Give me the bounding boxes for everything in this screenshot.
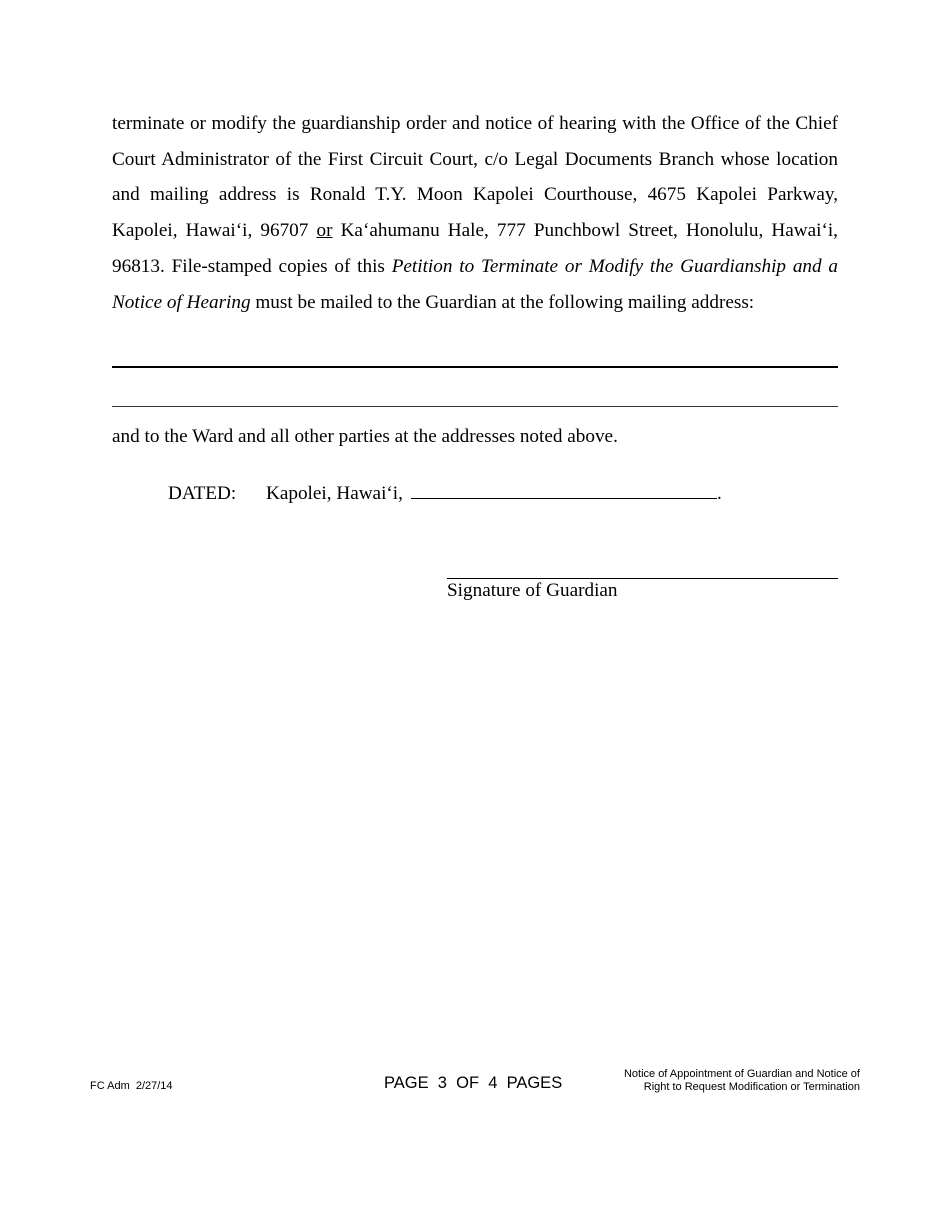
address-line-2[interactable]	[112, 406, 838, 407]
page-number: PAGE 3 OF 4 PAGES	[384, 1074, 563, 1092]
body-text-part-2: Ka‘ahumanu Hale, 777 Punchbowl Street, Honolulu, Hawai‘i, 96813. File-stamped copies of this	[112, 220, 838, 277]
ward-parties-line: and to the Ward and all other parties at the addresses noted above.	[112, 426, 618, 447]
body-text-part-1: terminate or modify the guardianship order and notice of hearing with the Office of the Chief Court Administrator of the First Circuit Court, c/o Legal Documents Branch whose location and mailing address is Ronald T.Y. Moon Kapolei Courthouse, 4675 Kapolei Parkway, Kapolei, Hawai‘i, 96707	[112, 113, 838, 242]
or-underlined: or	[316, 220, 333, 242]
body-text-part-3: must be mailed to the Guardian at the following mailing address:	[250, 291, 755, 313]
date-blank-field[interactable]	[411, 481, 717, 499]
footer-title-line-2: Right to Request Modification or Termination	[643, 1081, 860, 1093]
signature-label: Signature of Guardian	[447, 580, 618, 601]
dated-label: DATED:	[168, 483, 237, 504]
signature-line[interactable]	[447, 578, 838, 579]
dated-place: Kapolei, Hawai‘i,	[266, 483, 403, 504]
form-code: FC Adm 2/27/14	[90, 1080, 173, 1092]
dated-end-period: .	[716, 483, 722, 504]
address-line-1[interactable]	[112, 366, 838, 368]
body-paragraph	[112, 106, 838, 320]
dated-row	[168, 481, 722, 505]
petition-title: Petition to Terminate or Modify the Guardianship and a Notice of Hearing	[112, 255, 839, 313]
footer-document-title	[580, 1068, 860, 1094]
footer-title-line-1: Notice of Appointment of Guardian and Notice of	[623, 1068, 860, 1080]
